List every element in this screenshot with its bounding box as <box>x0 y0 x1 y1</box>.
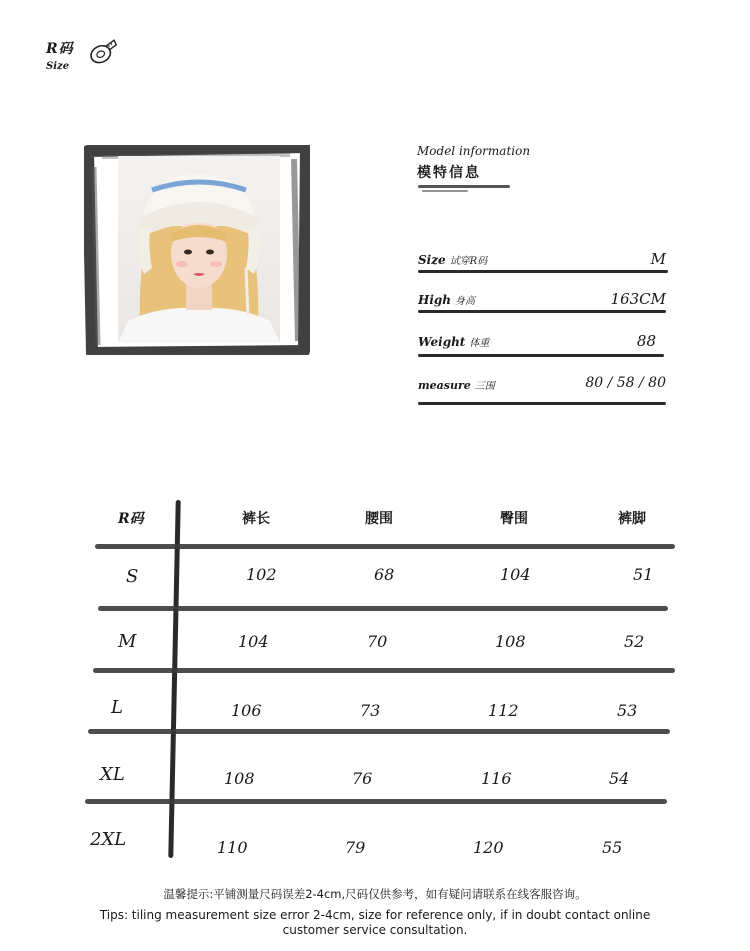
info-value-size: M <box>650 250 666 268</box>
table-cell: 79 <box>345 838 366 857</box>
model-info-title-en: Model information <box>417 144 531 158</box>
table-row-size: M <box>118 631 137 652</box>
table-cell: 55 <box>602 838 623 857</box>
tip-chinese: 温馨提示:平铺测量尺码误差2-4cm,尺码仅供参考，如有疑问请联系在线客服咨询。 <box>163 887 587 901</box>
table-cell: 106 <box>231 701 262 720</box>
model-info-title-cn: 模特信息 <box>417 165 481 181</box>
info-row-measure <box>418 377 668 399</box>
table-row-size: 2XL <box>90 829 127 850</box>
table-cell: 116 <box>481 769 512 788</box>
size-subtitle: Size <box>46 61 70 72</box>
table-cell: 73 <box>360 701 381 720</box>
info-value-weight: 88 <box>636 332 656 350</box>
table-divider <box>98 606 668 611</box>
info-divider <box>418 310 666 313</box>
table-row-size: L <box>111 697 123 718</box>
table-header-length: 裤长 <box>242 511 270 527</box>
info-value-measure: 80 / 58 / 80 <box>585 375 666 391</box>
table-cell: 54 <box>609 769 630 788</box>
info-label-weight: Weight 体重 <box>418 335 490 349</box>
table-vertical-divider <box>168 500 180 858</box>
table-row-size: XL <box>100 764 125 785</box>
info-label-size: Size 试穿R码 <box>418 253 488 267</box>
table-header-waist: 腰围 <box>365 511 393 527</box>
info-divider <box>418 270 668 273</box>
table-divider <box>93 668 675 673</box>
table-cell: 52 <box>624 632 645 651</box>
info-divider <box>418 354 664 357</box>
table-cell: 112 <box>488 701 519 720</box>
info-label-measure: measure 三围 <box>418 379 495 392</box>
table-cell: 76 <box>352 769 373 788</box>
info-value-height: 163CM <box>610 290 666 308</box>
table-header-hip: 臀围 <box>500 511 528 527</box>
size-title: R码 <box>46 41 74 57</box>
table-divider <box>95 544 675 549</box>
title-underline-2 <box>422 190 468 192</box>
table-header-size: R码 <box>118 511 144 527</box>
table-divider <box>88 729 670 734</box>
info-label-height: High 身高 <box>418 293 476 307</box>
table-divider <box>85 799 667 804</box>
table-cell: 68 <box>374 565 395 584</box>
table-header-hem: 裤脚 <box>618 511 646 527</box>
table-cell: 51 <box>633 565 654 584</box>
table-cell: 53 <box>617 701 638 720</box>
table-cell: 104 <box>500 565 531 584</box>
table-cell: 108 <box>224 769 255 788</box>
table-row-size: S <box>126 566 139 587</box>
table-cell: 102 <box>246 565 277 584</box>
info-row-weight <box>418 334 668 356</box>
measuring-tape-icon <box>86 38 120 66</box>
table-cell: 120 <box>473 838 504 857</box>
info-divider <box>418 402 666 405</box>
table-cell: 108 <box>495 632 526 651</box>
table-cell: 110 <box>217 838 248 857</box>
table-cell: 104 <box>238 632 269 651</box>
model-photo <box>118 156 280 343</box>
title-underline <box>418 185 510 188</box>
tip-english: Tips: tiling measurement size error 2-4cm, size for reference only, if in doubt contact online customer service consultation. <box>99 908 651 937</box>
table-cell: 70 <box>367 632 388 651</box>
